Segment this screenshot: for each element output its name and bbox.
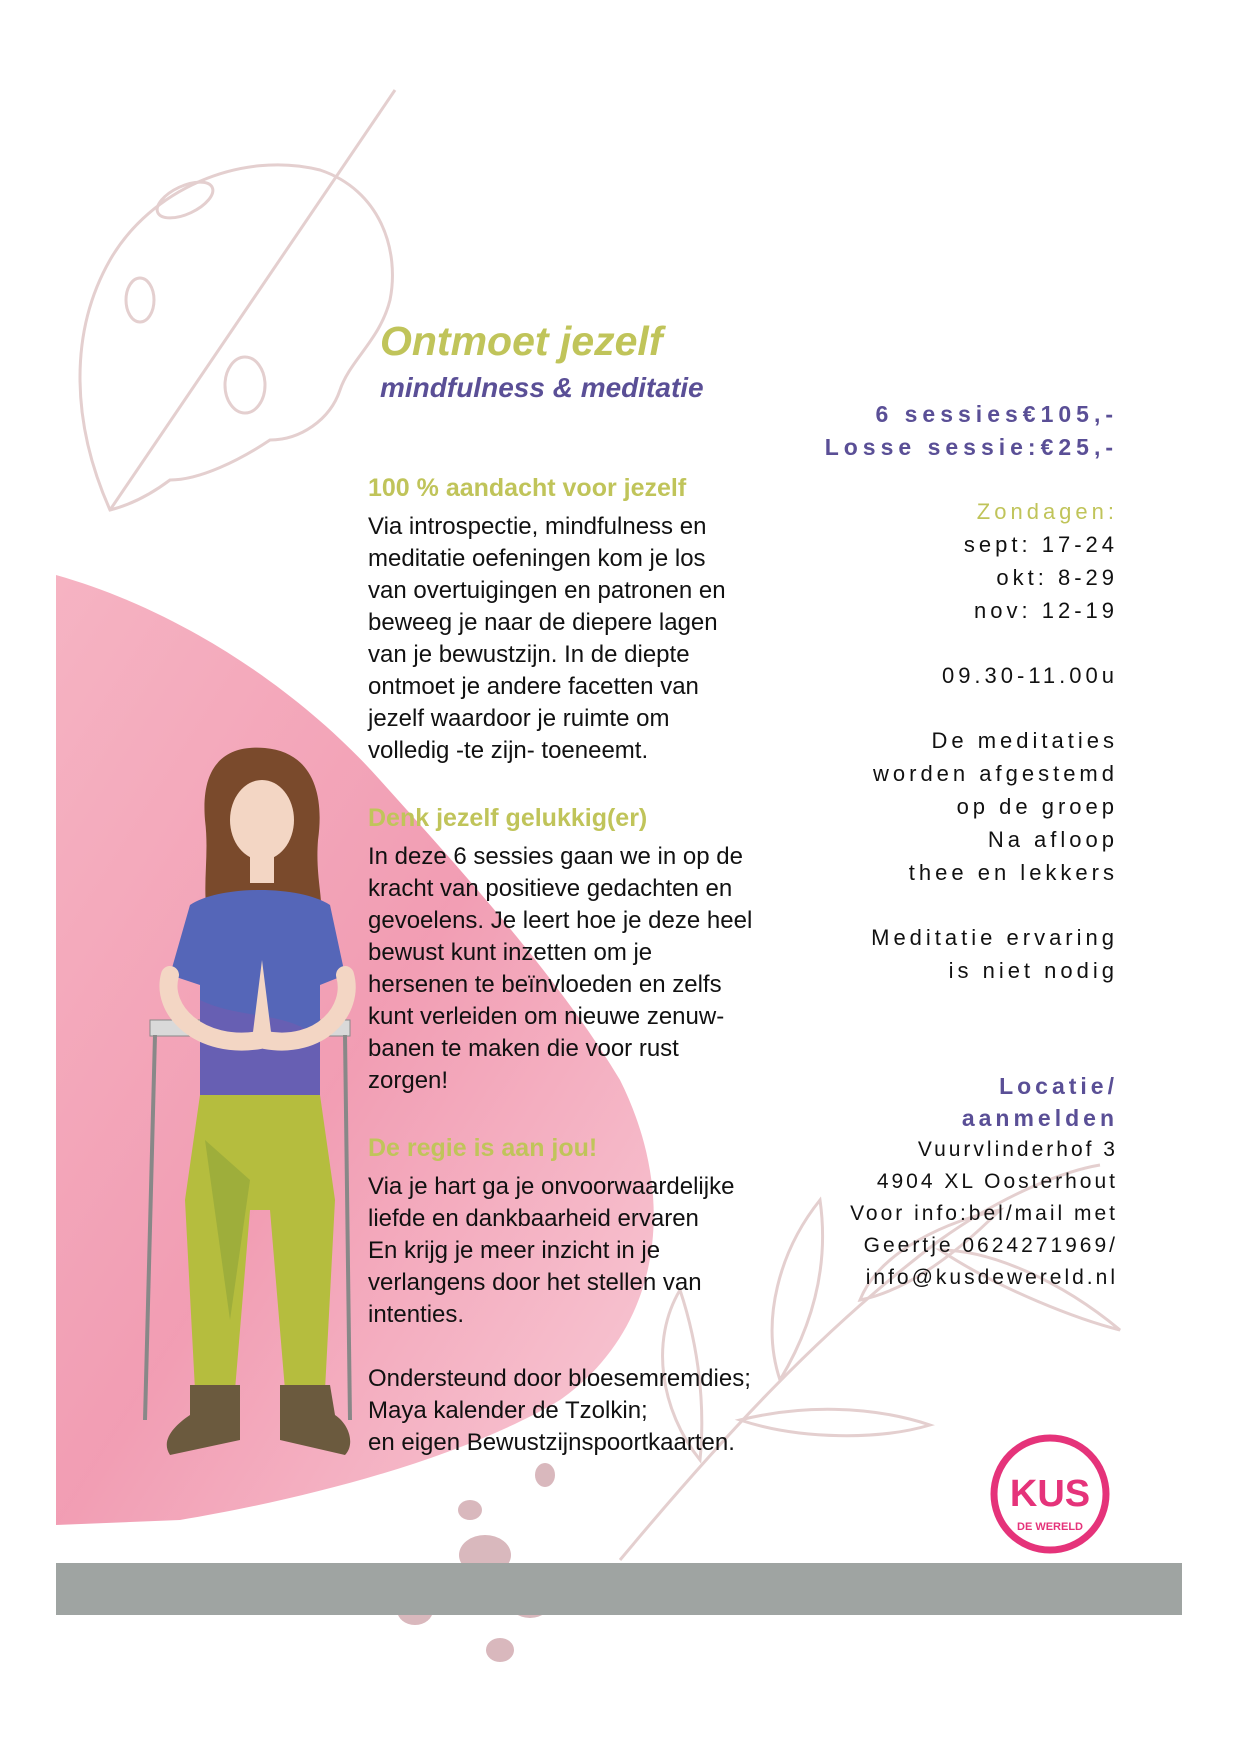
schedule-note: Meditatie ervaring bbox=[871, 925, 1118, 950]
price-six-sessions: 6 sessies€105,- bbox=[875, 401, 1118, 427]
location-heading: aanmelden bbox=[961, 1105, 1118, 1131]
price-single-session: Losse sessie:€25,- bbox=[824, 434, 1118, 460]
logo-sub-text: DE WERELD bbox=[1017, 1521, 1083, 1533]
pricing-block bbox=[825, 398, 1118, 464]
location-contact: Voor info:bel/mail met bbox=[850, 1202, 1118, 1225]
location-postcode: 4904 XL Oosterhout bbox=[876, 1170, 1118, 1193]
schedule-time: 09.30-11.00u bbox=[941, 663, 1118, 688]
schedule-date: sept: 17-24 bbox=[963, 532, 1118, 557]
section-text: Via introspectie, mindfulness en meditatie oefeningen kom je los van overtuigingen en patronen en beweeg je naar de diepere lagen van je bewustzijn. In de diepte ontmoet je andere facetten van jezelf waardoor je ruimte om volledig -te zijn- toeneemt. bbox=[368, 513, 726, 764]
schedule-date: nov: 12-19 bbox=[974, 598, 1118, 623]
section-attention bbox=[368, 474, 838, 767]
schedule-note: De meditaties bbox=[931, 728, 1118, 753]
schedule-date: okt: 8-29 bbox=[996, 565, 1118, 590]
kus-de-wereld-logo bbox=[988, 1432, 1112, 1556]
section-text: In deze 6 sessies gaan we in op de kracht van positieve gedachten en gevoelens. Je leert hoe je deze heel bewust kunt inzetten om je hersenen te beïnvloeden en zelfs kunt verleiden om nieuwe zenuw- banen te maken die voor rust zorgen! bbox=[368, 843, 753, 1094]
schedule-label: Zondagen: bbox=[976, 499, 1118, 524]
section-direction bbox=[368, 1134, 838, 1459]
leaf-outline-decoration bbox=[80, 90, 395, 510]
logo-main-text: KUS bbox=[1009, 1473, 1091, 1515]
location-heading: Locatie/ bbox=[999, 1073, 1118, 1099]
location-address: Vuurvlinderhof 3 bbox=[917, 1138, 1118, 1161]
section-heading: De regie is aan jou! bbox=[368, 1134, 598, 1162]
schedule-note: Na afloop bbox=[987, 827, 1118, 852]
section-heading: 100 % aandacht voor jezelf bbox=[368, 474, 687, 502]
section-heading: Denk jezelf gelukkig(er) bbox=[368, 804, 648, 832]
schedule-note: thee en lekkers bbox=[908, 860, 1118, 885]
location-email: info@kusdewereld.nl bbox=[865, 1266, 1118, 1289]
section-text: Via je hart ga je onvoorwaardelijke liefde en dankbaarheid ervaren En krijg je meer inzicht in je verlangens door het stellen van intenties. Ondersteund door bloesemremdies; Maya kalender de Tzolkin; en eigen Bewustzijnspoortkaarten. bbox=[368, 1173, 751, 1456]
page-subtitle: mindfulness & meditatie bbox=[380, 372, 704, 403]
schedule-block bbox=[871, 495, 1118, 987]
location-phone: Geertje 0624271969/ bbox=[863, 1234, 1118, 1257]
schedule-note: is niet nodig bbox=[948, 958, 1118, 983]
page-title: Ontmoet jezelf bbox=[380, 318, 663, 364]
schedule-note: op de groep bbox=[956, 794, 1118, 819]
footer-bar bbox=[56, 1563, 1182, 1615]
location-block bbox=[850, 1070, 1118, 1294]
schedule-note: worden afgestemd bbox=[873, 761, 1118, 786]
section-happiness bbox=[368, 804, 838, 1097]
